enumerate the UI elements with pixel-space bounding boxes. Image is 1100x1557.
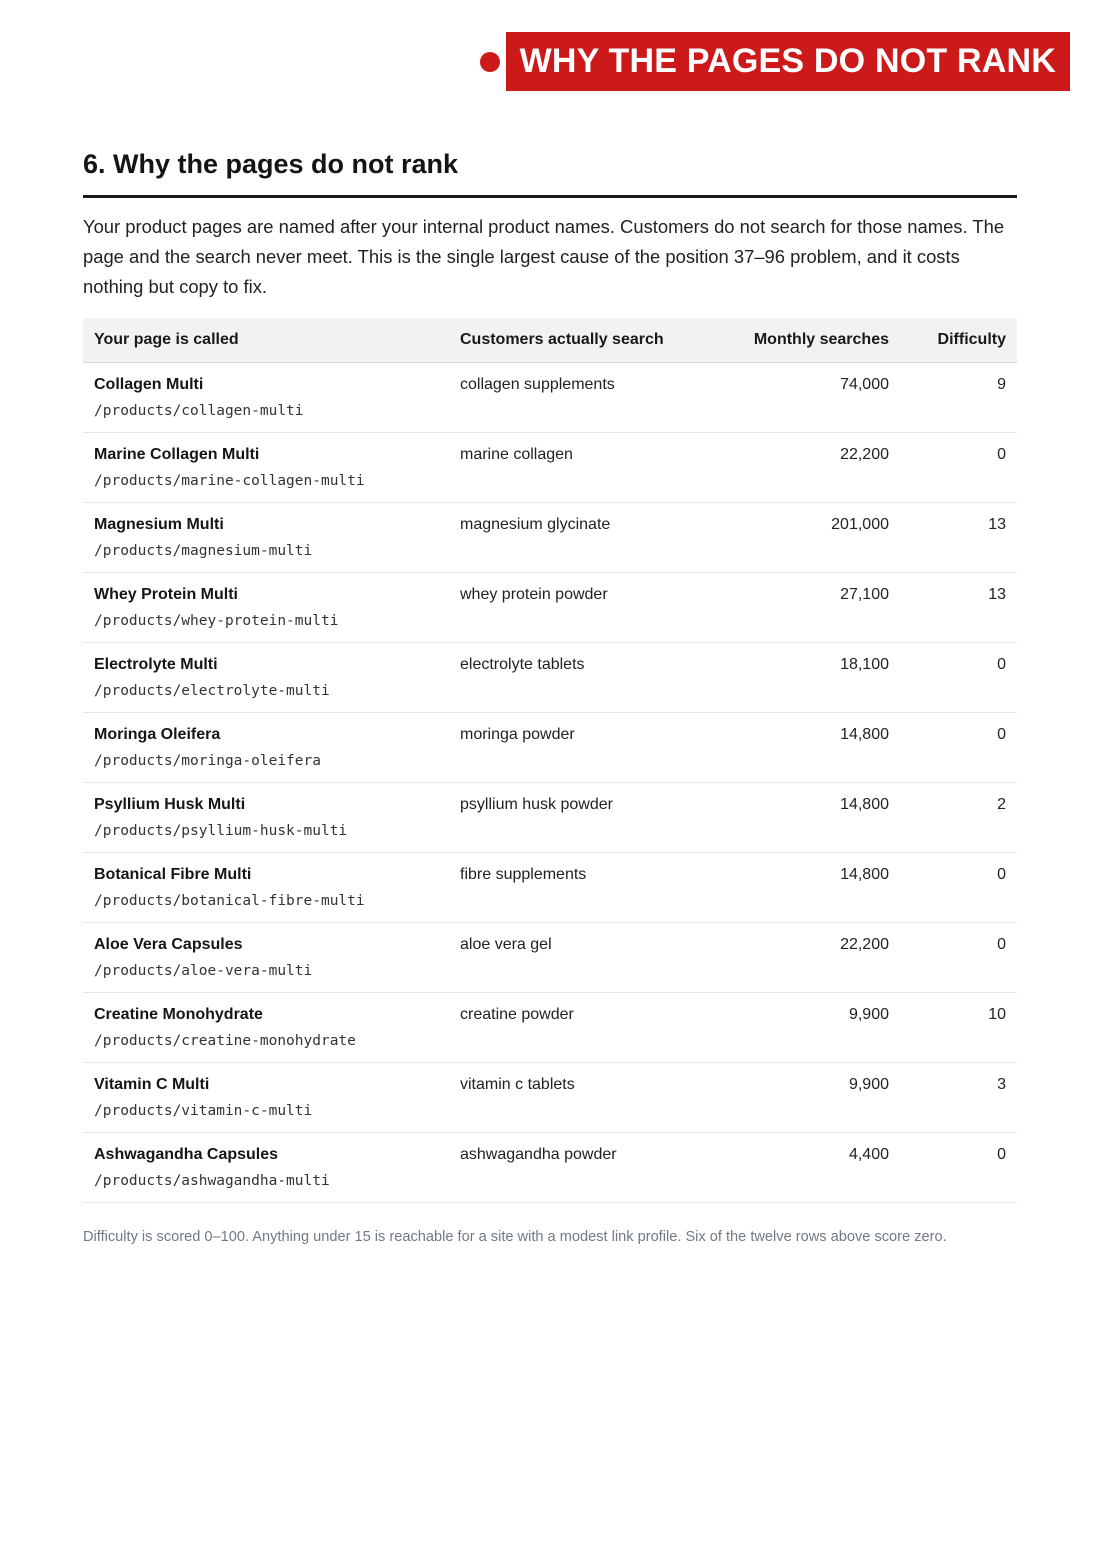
page-cell: [83, 573, 449, 643]
difficulty-value: 0: [997, 1146, 1006, 1163]
difficulty-value: 0: [997, 866, 1006, 883]
page-cell: [83, 643, 449, 713]
monthly-searches-cell: [717, 433, 900, 503]
banner-label: WHY THE PAGES DO NOT RANK: [506, 32, 1070, 91]
page-name: Moringa Oleifera: [94, 726, 221, 743]
monthly-searches-value: 18,100: [840, 656, 889, 673]
table-row: [83, 923, 1017, 993]
page-url: /products/magnesium-multi: [94, 543, 313, 559]
banner-dot-icon: [480, 52, 500, 72]
difficulty-cell: [900, 1133, 1017, 1203]
search-term-cell: [449, 1133, 717, 1203]
search-term: moringa powder: [460, 726, 575, 743]
monthly-searches-cell: [717, 363, 900, 433]
search-term-cell: [449, 643, 717, 713]
column-header-search: Customers actually search: [449, 318, 717, 363]
search-term: marine collagen: [460, 446, 573, 463]
search-term-cell: [449, 503, 717, 573]
search-term: collagen supplements: [460, 376, 615, 393]
monthly-searches-value: 14,800: [840, 726, 889, 743]
page-cell: [83, 923, 449, 993]
page-url: /products/electrolyte-multi: [94, 683, 330, 699]
monthly-searches-cell: [717, 573, 900, 643]
search-term: creatine powder: [460, 1006, 574, 1023]
page-url: /products/botanical-fibre-multi: [94, 893, 365, 909]
monthly-searches-cell: [717, 853, 900, 923]
search-term-cell: [449, 433, 717, 503]
page-cell: [83, 433, 449, 503]
column-header-page: Your page is called: [83, 318, 449, 363]
page-name: Botanical Fibre Multi: [94, 866, 252, 883]
monthly-searches-cell: [717, 713, 900, 783]
search-term: vitamin c tablets: [460, 1076, 575, 1093]
search-term: electrolyte tablets: [460, 656, 585, 673]
difficulty-cell: [900, 363, 1017, 433]
search-term: aloe vera gel: [460, 936, 552, 953]
page-url: /products/whey-protein-multi: [94, 613, 339, 629]
page-name: Collagen Multi: [94, 376, 204, 393]
table-row: [83, 573, 1017, 643]
table-row: [83, 993, 1017, 1063]
search-term-cell: [449, 853, 717, 923]
page-url: /products/marine-collagen-multi: [94, 473, 365, 489]
table-row: [83, 503, 1017, 573]
search-term: magnesium glycinate: [460, 516, 611, 533]
difficulty-value: 10: [988, 1006, 1006, 1023]
keyword-table: [83, 318, 1017, 1203]
table-body: [83, 363, 1017, 1203]
search-term: ashwagandha powder: [460, 1146, 617, 1163]
column-header-volume: Monthly searches: [717, 318, 900, 363]
search-term-cell: [449, 923, 717, 993]
difficulty-cell: [900, 783, 1017, 853]
monthly-searches-cell: [717, 993, 900, 1063]
difficulty-cell: [900, 923, 1017, 993]
page-url: /products/aloe-vera-multi: [94, 963, 313, 979]
table-footnote: Difficulty is scored 0–100. Anything under 15 is reachable for a site with a modest link profile. Six of the twelve rows above score zero.: [83, 1229, 947, 1245]
monthly-searches-value: 22,200: [840, 446, 889, 463]
search-term-cell: [449, 1063, 717, 1133]
page-url: /products/vitamin-c-multi: [94, 1103, 313, 1119]
column-header-difficulty: Difficulty: [900, 318, 1017, 363]
page-name: Vitamin C Multi: [94, 1076, 210, 1093]
monthly-searches-value: 27,100: [840, 586, 889, 603]
difficulty-cell: [900, 853, 1017, 923]
search-term: fibre supplements: [460, 866, 587, 883]
difficulty-cell: [900, 643, 1017, 713]
page-name: Ashwagandha Capsules: [94, 1146, 279, 1163]
difficulty-value: 0: [997, 656, 1006, 673]
table-row: [83, 363, 1017, 433]
table-row: [83, 1063, 1017, 1133]
monthly-searches-cell: [717, 1133, 900, 1203]
page-cell: [83, 853, 449, 923]
page-name: Whey Protein Multi: [94, 586, 238, 603]
monthly-searches-value: 14,800: [840, 866, 889, 883]
page-name: Marine Collagen Multi: [94, 446, 260, 463]
page-url: /products/psyllium-husk-multi: [94, 823, 348, 839]
search-term-cell: [449, 993, 717, 1063]
monthly-searches-cell: [717, 783, 900, 853]
monthly-searches-value: 14,800: [840, 796, 889, 813]
difficulty-cell: [900, 1063, 1017, 1133]
difficulty-cell: [900, 713, 1017, 783]
difficulty-cell: [900, 503, 1017, 573]
difficulty-cell: [900, 433, 1017, 503]
page-cell: [83, 993, 449, 1063]
monthly-searches-cell: [717, 923, 900, 993]
page-name: Magnesium Multi: [94, 516, 224, 533]
page-cell: [83, 503, 449, 573]
difficulty-cell: [900, 573, 1017, 643]
difficulty-value: 2: [997, 796, 1006, 813]
difficulty-value: 0: [997, 936, 1006, 953]
monthly-searches-cell: [717, 1063, 900, 1133]
page-name: Electrolyte Multi: [94, 656, 218, 673]
search-term-cell: [449, 783, 717, 853]
monthly-searches-value: 74,000: [840, 376, 889, 393]
page-url: /products/ashwagandha-multi: [94, 1173, 330, 1189]
page-cell: [83, 1133, 449, 1203]
table-row: [83, 433, 1017, 503]
page-url: /products/moringa-oleifera: [94, 753, 321, 769]
section-title: 6. Why the pages do not rank: [83, 146, 1017, 198]
monthly-searches-value: 201,000: [831, 516, 889, 533]
table-header-row: [83, 318, 1017, 363]
page-cell: [83, 363, 449, 433]
table-row: [83, 783, 1017, 853]
page-name: Creatine Monohydrate: [94, 1006, 263, 1023]
table-row: [83, 1133, 1017, 1203]
monthly-searches-cell: [717, 643, 900, 713]
difficulty-value: 13: [988, 516, 1006, 533]
search-term-cell: [449, 363, 717, 433]
monthly-searches-value: 4,400: [848, 1146, 889, 1163]
monthly-searches-cell: [717, 503, 900, 573]
search-term: psyllium husk powder: [460, 796, 613, 813]
search-term-cell: [449, 573, 717, 643]
search-term-cell: [449, 713, 717, 783]
page-cell: [83, 1063, 449, 1133]
monthly-searches-value: 9,900: [848, 1076, 889, 1093]
page-name: Psyllium Husk Multi: [94, 796, 246, 813]
page-cell: [83, 713, 449, 783]
monthly-searches-value: 22,200: [840, 936, 889, 953]
page-url: /products/collagen-multi: [94, 403, 304, 419]
difficulty-value: 13: [988, 586, 1006, 603]
page-name: Aloe Vera Capsules: [94, 936, 243, 953]
page-cell: [83, 783, 449, 853]
difficulty-value: 3: [997, 1076, 1006, 1093]
table-row: [83, 643, 1017, 713]
section-banner: [480, 32, 1070, 91]
difficulty-value: 0: [997, 726, 1006, 743]
page-url: /products/creatine-monohydrate: [94, 1033, 356, 1049]
table-row: [83, 853, 1017, 923]
difficulty-value: 9: [997, 376, 1006, 393]
section-intro: Your product pages are named after your internal product names. Customers do not search for those names. The page and the search never meet. This is the single largest cause of the position 37–96 problem, and it costs nothing but copy to fix.: [83, 216, 1005, 297]
difficulty-value: 0: [997, 446, 1006, 463]
search-term: whey protein powder: [460, 586, 608, 603]
section-content: [83, 146, 1017, 1247]
difficulty-cell: [900, 993, 1017, 1063]
table-row: [83, 713, 1017, 783]
monthly-searches-value: 9,900: [848, 1006, 889, 1023]
